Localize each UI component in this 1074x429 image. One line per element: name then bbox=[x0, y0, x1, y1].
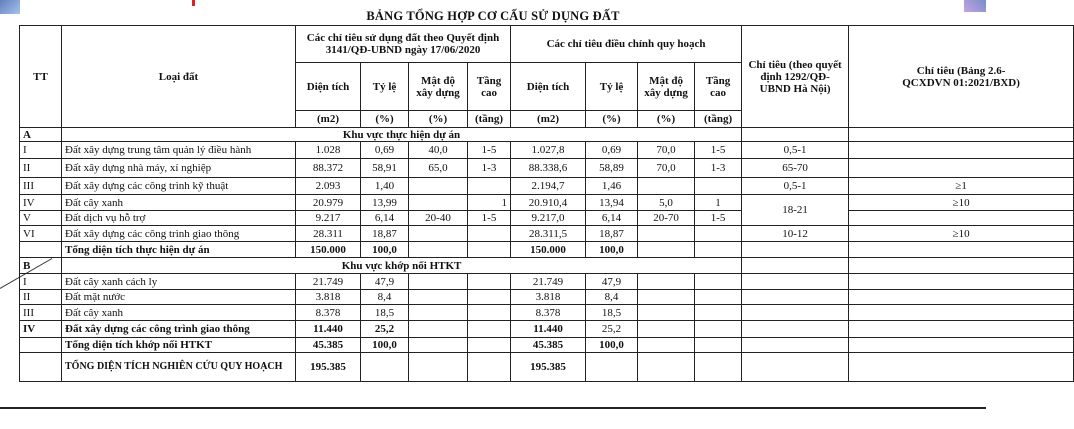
header-chi-tieu-bxd: Chỉ tiêu (Bảng 2.6-QCXDVN 01:2021/BXD) bbox=[849, 26, 1074, 128]
unit-pct-1: (%) bbox=[361, 111, 409, 128]
header-loai-dat: Loại đất bbox=[62, 26, 296, 128]
header-group-3141: Các chỉ tiêu sử dụng đất theo Quyết định 3141/QĐ-UBND ngày 17/06/2020 bbox=[296, 26, 511, 63]
row-dien-tich-2: 21.749 bbox=[511, 274, 586, 290]
header-dien-tich-2: Diện tích bbox=[511, 63, 586, 111]
section-code: A bbox=[20, 128, 62, 142]
row-dien-tich-1: 9.217 bbox=[296, 211, 361, 226]
total-label: Tổng diện tích khớp nối HTKT bbox=[62, 338, 296, 353]
total-row bbox=[20, 338, 1074, 353]
row-name: Đất xây dựng các công trình kỹ thuật bbox=[62, 178, 296, 195]
row-chi-tieu-1292: 0,5-1 bbox=[742, 178, 849, 195]
row-ty-le-1: 13,99 bbox=[361, 195, 409, 211]
row-ty-le-2: 18,5 bbox=[586, 305, 638, 321]
row-tt: I bbox=[20, 142, 62, 159]
row-dien-tich-2: 1.027,8 bbox=[511, 142, 586, 159]
row-ty-le-2: 1,46 bbox=[586, 178, 638, 195]
row-dien-tich-1: 2.093 bbox=[296, 178, 361, 195]
row-name: Đất xây dựng các công trình giao thông bbox=[62, 226, 296, 242]
row-mat-do-2: 70,0 bbox=[638, 159, 695, 178]
row-dien-tich-2: 11.440 bbox=[511, 321, 586, 338]
row-mat-do-2 bbox=[638, 226, 695, 242]
row-dien-tich-1: 21.749 bbox=[296, 274, 361, 290]
row-chi-tieu-bxd bbox=[849, 142, 1074, 159]
row-name: Đất cây xanh bbox=[62, 305, 296, 321]
row-mat-do-1: 65,0 bbox=[409, 159, 468, 178]
row-dien-tich-2: 3.818 bbox=[511, 290, 586, 305]
row-chi-tieu-1292: 18-21 bbox=[742, 195, 849, 226]
row-mat-do-1 bbox=[409, 195, 468, 211]
row-name: Đất mặt nước bbox=[62, 290, 296, 305]
header-tang-cao-2: Tầng cao bbox=[695, 63, 742, 111]
table-row bbox=[20, 159, 1074, 178]
row-mat-do-1: 40,0 bbox=[409, 142, 468, 159]
row-tt: IV bbox=[20, 195, 62, 211]
row-chi-tieu-1292: 65-70 bbox=[742, 159, 849, 178]
header-dien-tich-1: Diện tích bbox=[296, 63, 361, 111]
row-dien-tich-1: 3.818 bbox=[296, 290, 361, 305]
header-mat-do-1: Mật độ xây dựng bbox=[409, 63, 468, 111]
unit-tang-2: (tầng) bbox=[695, 111, 742, 128]
row-dien-tich-2: 9.217,0 bbox=[511, 211, 586, 226]
table-title: BẢNG TỔNG HỢP CƠ CẤU SỬ DỤNG ĐẤT bbox=[366, 9, 620, 23]
total-dien-tich-2: 150.000 bbox=[511, 242, 586, 258]
table-row bbox=[20, 226, 1074, 242]
row-dien-tich-1: 1.028 bbox=[296, 142, 361, 159]
row-ty-le-2: 47,9 bbox=[586, 274, 638, 290]
row-ty-le-1: 6,14 bbox=[361, 211, 409, 226]
header-ty-le-2: Tỷ lệ bbox=[586, 63, 638, 111]
section-code: B bbox=[20, 258, 62, 274]
row-ty-le-2: 58,89 bbox=[586, 159, 638, 178]
row-tt: II bbox=[20, 159, 62, 178]
row-tang-cao-1: 1-5 bbox=[468, 142, 511, 159]
row-dien-tich-2: 20.910,4 bbox=[511, 195, 586, 211]
row-name: Đất xây dựng nhà máy, xí nghiệp bbox=[62, 159, 296, 178]
row-chi-tieu-bxd: ≥1 bbox=[849, 178, 1074, 195]
unit-tang-1: (tầng) bbox=[468, 111, 511, 128]
row-dien-tich-1: 11.440 bbox=[296, 321, 361, 338]
row-ty-le-1: 18,5 bbox=[361, 305, 409, 321]
row-tt: I bbox=[20, 274, 62, 290]
row-dien-tich-1: 20.979 bbox=[296, 195, 361, 211]
row-tt: III bbox=[20, 178, 62, 195]
header-tt: TT bbox=[20, 26, 62, 128]
header-group-dieu-chinh: Các chỉ tiêu điều chỉnh quy hoạch bbox=[511, 26, 742, 63]
row-tang-cao-1 bbox=[468, 178, 511, 195]
row-tang-cao-2 bbox=[695, 178, 742, 195]
row-ty-le-2: 13,94 bbox=[586, 195, 638, 211]
table-row bbox=[20, 211, 1074, 226]
row-mat-do-2 bbox=[638, 178, 695, 195]
row-tang-cao-2 bbox=[695, 226, 742, 242]
row-dien-tich-1: 28.311 bbox=[296, 226, 361, 242]
table-row bbox=[20, 142, 1074, 159]
row-ty-le-1: 0,69 bbox=[361, 142, 409, 159]
row-ty-le-1: 47,9 bbox=[361, 274, 409, 290]
unit-m2-1: (m2) bbox=[296, 111, 361, 128]
row-tt: V bbox=[20, 211, 62, 226]
row-mat-do-2: 5,0 bbox=[638, 195, 695, 211]
row-ty-le-1: 8,4 bbox=[361, 290, 409, 305]
total-ty-le-1: 100,0 bbox=[361, 242, 409, 258]
row-dien-tich-2: 88.338,6 bbox=[511, 159, 586, 178]
row-dien-tich-2: 8.378 bbox=[511, 305, 586, 321]
total-ty-le-2: 100,0 bbox=[586, 338, 638, 353]
grand-total-label: TỔNG DIỆN TÍCH NGHIÊN CỨU QUY HOẠCH bbox=[62, 353, 296, 382]
row-chi-tieu-bxd: ≥10 bbox=[849, 226, 1074, 242]
row-tang-cao-1: 1 bbox=[468, 195, 511, 211]
row-mat-do-2: 70,0 bbox=[638, 142, 695, 159]
row-dien-tich-1: 8.378 bbox=[296, 305, 361, 321]
unit-pct-2: (%) bbox=[409, 111, 468, 128]
row-ty-le-1: 1,40 bbox=[361, 178, 409, 195]
total-dien-tich-1: 150.000 bbox=[296, 242, 361, 258]
table-row bbox=[20, 178, 1074, 195]
header-chi-tieu-1292: Chỉ tiêu (theo quyết định 1292/QĐ-UBND Hà Nội) bbox=[742, 26, 849, 128]
row-chi-tieu-bxd bbox=[849, 159, 1074, 178]
grand-total-dien-tich-1: 195.385 bbox=[296, 353, 361, 382]
row-name: Đất cây xanh bbox=[62, 195, 296, 211]
total-ty-le-2: 100,0 bbox=[586, 242, 638, 258]
row-ty-le-2: 6,14 bbox=[586, 211, 638, 226]
grand-total-row bbox=[20, 353, 1074, 382]
row-ty-le-1: 58,91 bbox=[361, 159, 409, 178]
row-mat-do-2: 20-70 bbox=[638, 211, 695, 226]
row-ty-le-2: 8,4 bbox=[586, 290, 638, 305]
unit-pct-3: (%) bbox=[586, 111, 638, 128]
row-ty-le-1: 25,2 bbox=[361, 321, 409, 338]
row-dien-tich-2: 2.194,7 bbox=[511, 178, 586, 195]
row-mat-do-1 bbox=[409, 226, 468, 242]
section-label: Khu vực khớp nối HTKT bbox=[62, 258, 742, 274]
table-row bbox=[20, 290, 1074, 305]
grand-total-dien-tich-2: 195.385 bbox=[511, 353, 586, 382]
unit-m2-2: (m2) bbox=[511, 111, 586, 128]
section-label: Khu vực thực hiện dự án bbox=[62, 128, 742, 142]
row-tt: VI bbox=[20, 226, 62, 242]
section-b-header bbox=[20, 258, 1074, 274]
row-tang-cao-2: 1-5 bbox=[695, 211, 742, 226]
total-dien-tich-1: 45.385 bbox=[296, 338, 361, 353]
total-row bbox=[20, 242, 1074, 258]
land-use-table bbox=[19, 25, 1074, 382]
row-tt: IV bbox=[20, 321, 62, 338]
row-tt: III bbox=[20, 305, 62, 321]
row-name: Đất dịch vụ hỗ trợ bbox=[62, 211, 296, 226]
row-ty-le-1: 18,87 bbox=[361, 226, 409, 242]
row-tang-cao-2: 1-5 bbox=[695, 142, 742, 159]
row-chi-tieu-1292: 0,5-1 bbox=[742, 142, 849, 159]
row-tang-cao-1: 1-5 bbox=[468, 211, 511, 226]
row-tang-cao-2: 1 bbox=[695, 195, 742, 211]
header-mat-do-2: Mật độ xây dựng bbox=[638, 63, 695, 111]
row-chi-tieu-1292: 10-12 bbox=[742, 226, 849, 242]
row-name: Đất xây dựng các công trình giao thông bbox=[62, 321, 296, 338]
row-chi-tieu-bxd bbox=[849, 211, 1074, 226]
table-row bbox=[20, 195, 1074, 211]
row-tang-cao-1 bbox=[468, 226, 511, 242]
row-ty-le-2: 0,69 bbox=[586, 142, 638, 159]
row-tt: II bbox=[20, 290, 62, 305]
row-chi-tieu-bxd: ≥10 bbox=[849, 195, 1074, 211]
red-mark bbox=[192, 0, 195, 6]
row-ty-le-2: 18,87 bbox=[586, 226, 638, 242]
row-tang-cao-2: 1-3 bbox=[695, 159, 742, 178]
table-row bbox=[20, 274, 1074, 290]
row-dien-tich-1: 88.372 bbox=[296, 159, 361, 178]
row-mat-do-1 bbox=[409, 178, 468, 195]
row-tang-cao-1: 1-3 bbox=[468, 159, 511, 178]
row-name: Đất cây xanh cách ly bbox=[62, 274, 296, 290]
total-dien-tich-2: 45.385 bbox=[511, 338, 586, 353]
total-label: Tổng diện tích thực hiện dự án bbox=[62, 242, 296, 258]
row-mat-do-1: 20-40 bbox=[409, 211, 468, 226]
table-row bbox=[20, 305, 1074, 321]
table-row bbox=[20, 321, 1074, 338]
section-a-header bbox=[20, 128, 1074, 142]
row-name: Đất xây dựng trung tâm quản lý điều hành bbox=[62, 142, 296, 159]
row-dien-tich-2: 28.311,5 bbox=[511, 226, 586, 242]
bottom-rule bbox=[0, 407, 986, 409]
header-ty-le-1: Tỷ lệ bbox=[361, 63, 409, 111]
header-tang-cao-1: Tầng cao bbox=[468, 63, 511, 111]
total-ty-le-1: 100,0 bbox=[361, 338, 409, 353]
unit-pct-4: (%) bbox=[638, 111, 695, 128]
row-ty-le-2: 25,2 bbox=[586, 321, 638, 338]
